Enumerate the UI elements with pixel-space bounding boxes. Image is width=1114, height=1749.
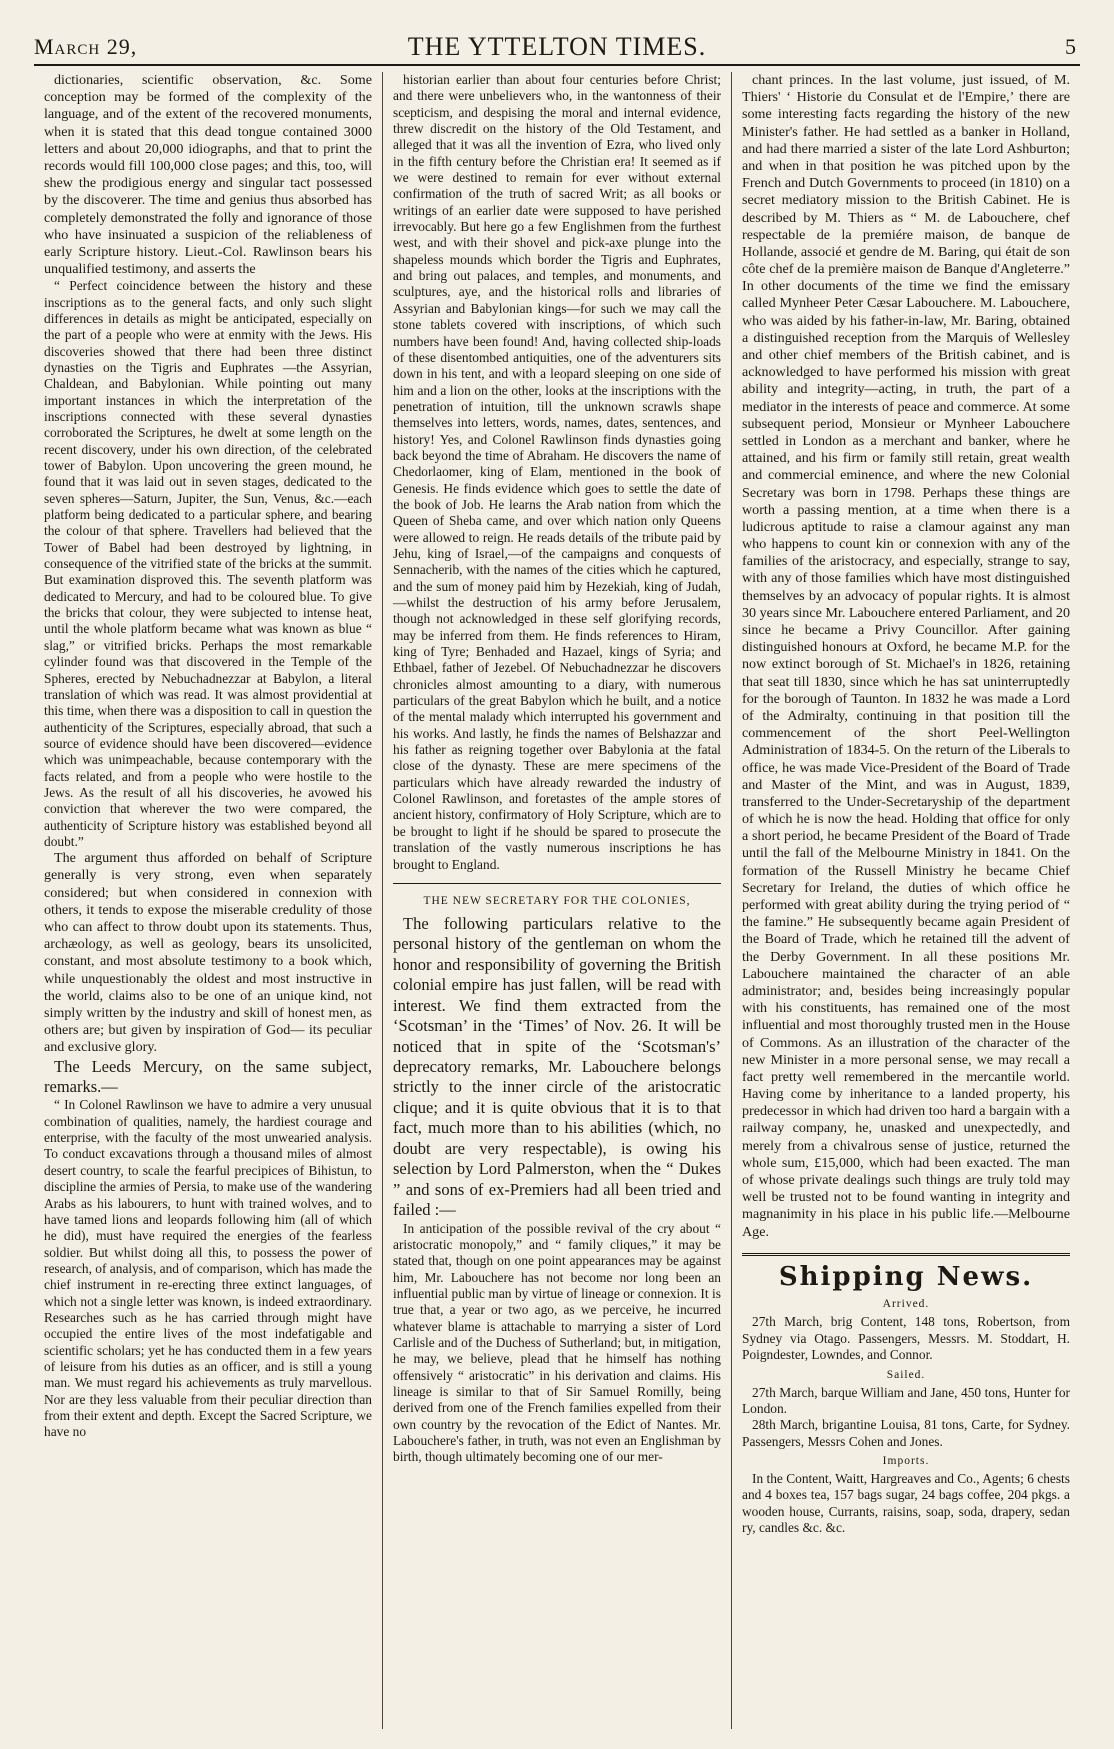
section-divider (742, 1253, 1070, 1256)
paragraph: chant princes. In the last volume, just issued, of M. Thiers' ‘ Historie du Consulat et de l'Empire,’ there are some interesting facts regarding the history of the new Minister's father. He had settled as a banker in Holland, and had there married a sister of the late Lord Ashburton; and when in that position he was pitched upon by the French and Dutch Governments to proceed (in 1810) on a secret mediatory mission to the British Cabinet. He is described by M. Thiers as “ M. de Labouchere, chef respectable de la premiére maison, de banque de Hollande, associé et gendre de M. Baring, qui était de son côte chef de la première maison de Banque d'Angleterre.” In other documents of the time we find the emissary called Mynheer Peter Cæsar Labouchere. M. Labouchere, who was aided by his father-in-law, Mr. Baring, obtained a distinguished reception from the Marquis of Wellesley and other chief members of the British cabinet, and is acknowledged to have performed his mission with great ability and integrity—acting, in truth, the part of a mediator in the interests of peace and commerce. At some subsequent period, Monsieur or Mynheer Labouchere settled in London as a merchant and banker, where he attained, and his firm or family still retain, great wealth and commercial eminence, and where the new Colonial Secretary was born in 1798. Perhaps these things are worth a passing mention, at a time when there is a ludicrous aptitude to raise a clamour against any man who happens to count kin or connexion with any of the families of the aristocracy, and especially, strange to say, with any of those families which have most distinguished themselves by an advocacy of popular rights. It is almost 30 years since Mr. Labouchere entered Parliament, and 20 since he became a Privy Councillor. After gaining distinguished honours at Oxford, he became M.P. for the now extinct borough of St. Michael's in 1826, retaining that seat till 1830, since which he has sat uninterruptedly for the borough of Taunton. In 1832 he was made a Lord of the Admiralty, continuing in that position till the commencement of the short Peel-Wellington Administration of 1834-5. On the return of the Liberals to office, he was made Vice-President of the Board of Trade and Master of the Mint, and was in August, 1839, transferred to the Under-Secretaryship of the department of which he is now the head. Holding that office for only a short period, he became President of the Board of Trade until the fall of the Melbourne Ministry in 1841. On the formation of the Russell Ministry he became Chief Secretary for Ireland, the duties of which office he performed with great ability during the trying period of “ the famine.” He subsequently became again President of the Board of Trade, which he retained till the advent of the Derby Government. In all these positions Mr. Labouchere maintained the character of an able administrator; and, besides being increasingly popular with his constituents, has remained one of the most influential and most thoroughly trusted men in the House of Commons. As an illustration of the character of the new Minister in a more personal sense, we may recall a fact pretty well remembered in the mercantile world. Having come by inheritance to a landed property, his predecessor in which had driven too hard a bargain with a railway company, he, unasked and unexpectedly, and merely from a chivalrous sense of justice, returned the whole sum, £15,000, which had been exacted. The man of whose private dealings such things are truly told may well be trusted not to be found wanting in integrity and magnanimity in his place in his public life.—Melbourne Age. (742, 72, 1070, 1240)
article-heading: THE NEW SECRETARY FOR THE COLONIES, (423, 894, 691, 907)
column-3 (731, 72, 1080, 1729)
newspaper-title: THE YTTELTON TIMES. (407, 32, 707, 61)
shipping-news-heading: Shipping News. (778, 1261, 1034, 1292)
paragraph: historian earlier than about four centuries before Christ; and there were unbelievers who, in the wantonness of their scepticism, and despising the moral and internal evidence, threw discredit on the history of the Old Testament, and alleged that it was all the invention of Ezra, who lived only in the fifth century before the Christian era! It seemed as if we were destined to remain for ever without external confirmation of the truth of sacred Writ; as all books or writings of an earlier date were supposed to have perished irrevocably. But here go a few Englishmen from the furthest west, and with their shovel and pick-axe plunge into the shapeless mounds which border the Tigris and Euphrates, and bring out palaces, and temples, and monuments, and sculptures, aye, and the historical rolls and libraries of Assyrian and Babylonian kings—for such we may call the stone tablets covered with inscriptions, of which such numbers have been found! And, having collected ship-loads of these disentombed antiquities, one of the adventurers sits down in his tent, and with a leopard sleeping on one side of him and a lion on the other, looks at the inscriptions with the penetration of intuition, till the unknown scrawls shape themselves into letters, words, names, dates, sentences, and history! Yes, and Colonel Rawlinson finds dynasties going back beyond the time of Abraham. He discovers the name of Chedorlaomer, king of Elam, mentioned in the book of Genesis. He finds evidence which goes to settle the date of the book of Job. He learns the Arab nation from which the Queen of Sheba came, and over which nation only Queens were allowed to reign. He reads details of the tribute paid by Jehu, king of Israel,—of the campaigns and conquests of Sennacherib, with the names of the cities which he captured, and the sum of money paid him by Hezekiah, king of Judah,—whilst the destruction of his army before Jerusalem, though not acknowledged in these self glorifying records, may be inferred from them. He finds references to Hiram, king of Tyre; Benhaded and Hazael, kings of Syria; and Ethbael, father of Jezebel. Of Nebuchadnezzar he discovers chronicles almost amounting to a diary, with numerous particulars of the great Babylon which he built, and a notice of the mental malady which interrupted his government and his works. And lastly, he finds the names of Belshazzar and his father as reigning together over Babylonia at the fatal close of the dynasty. These are mere specimens of the particulars which have already rewarded the industry of Colonel Rawlinson, and foretastes of the ample stores of ancient history, confirmatory of Holy Scripture, which are to be brought to light if he should be spared to prosecute the translation of the vastly numerous inscriptions he has brought to England. (393, 72, 721, 872)
shipping-entry: In the Content, Waitt, Hargreaves and Co., Agents; 6 chests and 4 boxes tea, 157 bags sugar, 24 bags coffee, 204 pkgs. a wooden house, Currants, raisins, soap, soda, drapery, sedan ry, candles &c. &c. (742, 1470, 1070, 1535)
shipping-entry: 27th March, barque William and Jane, 450 tons, Hunter for London. (742, 1384, 1070, 1416)
shipping-entry: 28th March, brigantine Louisa, 81 tons, Carte, for Sydney. Passengers, Messrs Cohen and Jones. (742, 1417, 1070, 1449)
paragraph: In anticipation of the possible revival of the cry about “ aristocratic monopoly,” and “ family cliques,” it may be stated that, though on one point appearances may be against him, Mr. Labouchere has not become nor long been an influential public man by virtue of lineage or connexion. It is true that, a year or two ago, as we perceive, he incurred whatever blame is attachable to marrying a sister of Lord Carlisle and of the Duchess of Sutherland; but, in mitigation, he may, we believe, plead that he himself has nothing offensively “ aristocratic” in his derivation and claims. His lineage is similar to that of Sir Samuel Romilly, being derived from one of the French families expelled from their own country by the revocation of the Edict of Nantes. Mr. Labouchere's father, in truth, was not even an Englishman by birth, though ultimately becoming one of our mer- (393, 1220, 721, 1465)
sailed-heading: Sailed. (886, 1368, 926, 1381)
paragraph: dictionaries, scientific observation, &c. Some conception may be formed of the complexity of the language, and of the extent of the recovered monuments, when it is stated that this dead tongue contained 3000 letters and about 20,000 idiographs, and that to print the records would fill 100,000 close pages; and this, too, will shew the prodigious energy and singular tact possessed by the discoverer. The time and genius thus absorbed has completely demonstrated the folly and ignorance of those who have insinuated a suspicion of the reliableness of early Scripture history. Lieut.-Col. Rawlinson bears his unqualified testimony, and asserts the (44, 72, 372, 278)
paragraph: The following particulars relative to the personal history of the gentleman on whom the honor and responsibility of governing the British colonial empire has just fallen, will be read with interest. We find them extracted from the ‘Scotsman’ in the ‘Times’ of Nov. 26. It will be noticed that in spite of the ‘Scotsman's’ deprecatory remarks, Mr. Labouchere belongs strictly to the inner circle of the aristocratic clique; and it is quite obvious that it is to that fact, much more than to his abilities (which, no doubt are very respectable), is owing his selection by Lord Palmerston, when the “ Dukes ” and sons of ex-Premiers had all been tried and failed :— (393, 913, 721, 1220)
shipping-entry: 27th March, brig Content, 148 tons, Robertson, from Sydney via Otago. Passengers, Messrs. M. Stoddart, H. Poigndester, Lowndes, and Connor. (742, 1314, 1070, 1363)
arrived-heading: Arrived. (882, 1298, 930, 1311)
quoted-paragraph: “ In Colonel Rawlinson we have to admire a very unusual combination of qualities, namely, the hardiest courage and enterprise, with the faculty of the most unwearied analysis. To conduct excavations through a thousand miles of almost desert country, to scale the fearful precipices of Bihistun, to discipline the armies of Persia, to make use of the wandering Arabs as his labourers, to hunt with trained wolves, and to have tamed lions and leopards following him (all of which he did), must have required the energies of the fearless soldier. But whilst doing all this, to possess the power of research, of analysis, and of comparison, which has made the chief instrument in re-erecting three extinct languages, of which not a single letter was known, is indeed extraordinary. Researches such as he has carried through might have occupied the entire lives of the most indefatigable and scientific scholars; yet he has conducted them in a few years of leisure from his duties as an officer, and is still a young man. We must regard his achievements as truly marvellous. Nor are they less valuable from their peculiar direction than from their extent and depth. Except the Sacred Scripture, we have no (44, 1097, 372, 1440)
paragraph: The Leeds Mercury, on the same subject, remarks.— (44, 1056, 372, 1096)
column-2 (382, 72, 731, 1729)
imports-heading: Imports. (882, 1454, 930, 1467)
section-divider (393, 883, 721, 884)
article-columns (34, 72, 1080, 1729)
issue-date: March 29, (34, 34, 138, 59)
quoted-paragraph: “ Perfect coincidence between the history and these inscriptions as to the general facts, and only such slight differences in details as might be anticipated, especially on the part of a people who were at enmity with the Jews. His discoveries showed that there had been three distinct dynasties on the Tigris and Euphrates —the Assyrian, Chaldean, and Babylonian. While pointing out many important instances in which the interpretation of the inscriptions connected with these several dynasties corroborated the Scriptures, he dwelt at some length on the recent discovery, under his own direction, of the celebrated tower of Babylon. Upon uncovering the green mound, he found that it was laid out in seven stages, dedicated to the seven spheres—Saturn, Jupiter, the Sun, Venus, &c.—each platform being dedicated to a particular sphere, and bearing the colour of that sphere. Travellers had believed that the Tower of Babel had been destroyed by lightning, in consequence of the vitrified state of the bricks at the summit. But examination disproved this. The seventh platform was dedicated to Mercury, and had to be coloured blue. To give the bricks that colour, they were subjected to intense heat, until the whole platform became what was known as blue “ slag,” or vitrified bricks. Perhaps the most remarkable cylinder found was that discovered in the Temple of the Spheres, erected by Nebuchadnezzar at Babylon, a literal translation of which was read. It was almost providential at this time, when there was a disposition to call in question the authenticity of the Scriptures, especially abroad, that such a source of evidence should have been discovered—evidence which was unimpeachable, because contemporary with the facts related, and from a people who were hostile to the Jews. As the result of all his discoveries, he avowed his conviction that wherever the two were compared, the authenticity of Scripture history was established beyond all doubt.” (44, 278, 372, 849)
column-1 (34, 72, 382, 1729)
paragraph: The argument thus afforded on behalf of Scripture generally is very strong, even when separately considered; but when considered in connexion with others, it tends to expose the miserable credulity of those who can affect to throw doubt upon its statements. Thus, archæology, as well as geology, bears its unsolicited, constant, and most absolute testimony to a book which, while unquestionably the oldest and most instructive in the world, claims also to be one of an unique kind, not simply written by the industry and skill of honest men, as others are; but given by inspiration of God— its peculiar and exclusive glory. (44, 850, 372, 1056)
masthead (34, 28, 1080, 66)
page-number: 5 (1065, 34, 1076, 59)
